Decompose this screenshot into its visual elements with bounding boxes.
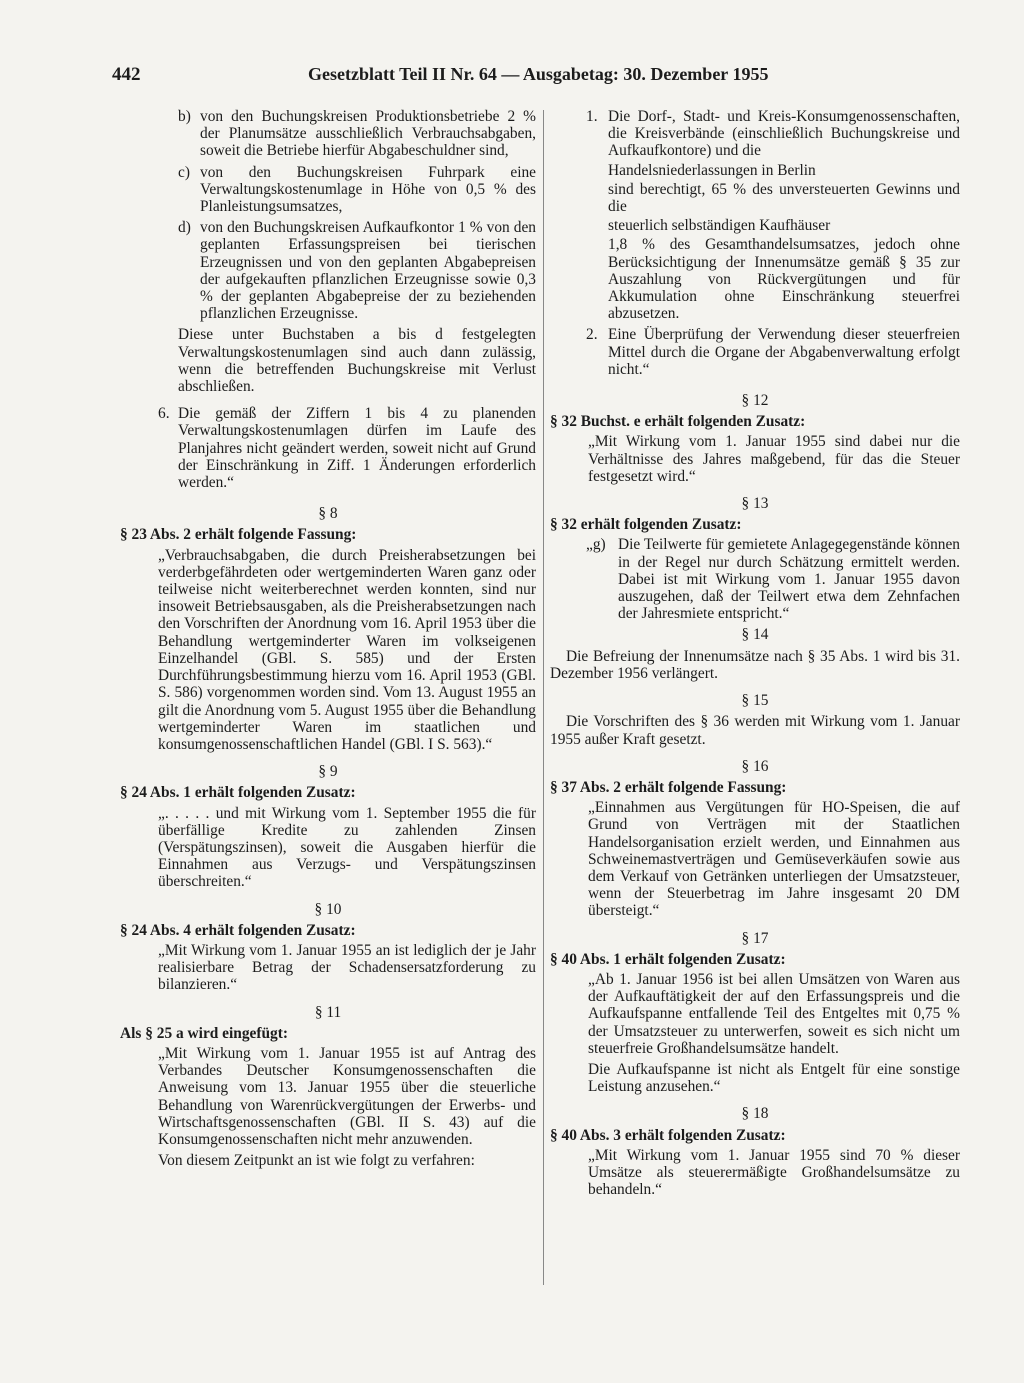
section-15-heading: § 15 [741,692,769,710]
section-15-text: Die Vorschriften des § 36 werden mit Wirkung vom 1. Januar 1955 außer Kraft gesetzt. [550,713,960,748]
section-13-lead: § 32 erhält folgenden Zusatz: [550,516,742,534]
right-column [550,108,960,1202]
section-18-heading: § 18 [741,1105,769,1123]
section-11-text: „Mit Wirkung vom 1. Januar 1955 ist auf Antrag des Verbandes Deutscher Konsumgenossenschaften die Anweisung vom 13. Januar 1955 über die steuerliche Behandlung von Warenrückvergütungen der Erwerbs- und Wirtschaftsgenossenschaften (GBl. II S. 43) auf die Konsumgenossenschaften nicht mehr anzuwenden. [158,1044,536,1148]
page-number: 442 [112,64,141,85]
section-12-heading: § 12 [741,392,769,410]
section-18-text: „Mit Wirkung vom 1. Januar 1955 sind 70 % dieser Umsätze als steuerermäßigte Großhandelsumsätze zu behandeln.“ [588,1146,960,1199]
section-10-text: „Mit Wirkung vom 1. Januar 1955 an ist lediglich der je Jahr realisierbare Betrag der Schadensersatzforderung zu bilanzieren.“ [158,941,536,994]
section-11-lead: Als § 25 a wird eingefügt: [120,1024,289,1042]
section-11-heading: § 11 [314,1003,342,1021]
section-17-text: „Ab 1. Januar 1956 ist bei allen Umsätzen von Waren aus der Aufkauftätigkeit der auf den Erfassungspreis und die Aufkaufspanne entfallende Teil des Entgeltes mit 0,75 % der Umsatzsteuer zu unterwerfen, soweit es sich nicht um steuerfreie Großhandelsumsätze handelt. [588,970,960,1057]
list-item-c: c) von den Buchungskreisen Fuhrpark eine Verwaltungskostenumlage in Höhe von 0,5 % des Planleistungsumsatzes, [178,163,536,216]
section-11-text-2: Von diesem Zeitpunkt an ist wie folgt zu verfahren: [158,1152,475,1170]
section-18-lead: § 40 Abs. 3 erhält folgenden Zusatz: [550,1126,786,1144]
section-9-text: „. . . . . und mit Wirkung vom 1. September 1955 die für überfällige Kredite zu zahlenden Zinsen (Verspätungszinsen), soweit die Ausgaben hierfür die Einnahmen aus Verzugs- und Verspätungszinsen überschreiten.“ [158,804,536,891]
section-16-text: „Einnahmen aus Vergütungen für HO-Speisen, die auf Grund von Verträgen mit der Staatlichen Handelsorganisation erzielt werden, und Einnahmen aus Schweinemastverträgen und Gemüseverkäufen sowie aus dem Verkauf von Getränken unterliegen der Umsatzsteuer, wenn der Steuerbetrag im Jahre insgesamt 20 DM übersteigt.“ [588,799,960,920]
column-divider [543,110,544,1285]
list-item-d: d) von den Buchungskreisen Aufkaufkontor 1 % von den geplanten Erfassungspreisen bei tierischen Erzeugnissen und von den geplanten Abgabepreisen der aufgekauften pflanzlichen Erzeugnisse sowie 0,3 % der geplanten Abgabepreise der zu beziehenden pflanzlichen Erzeugnisse. [178,219,536,323]
page-header [112,64,782,90]
list-item-6: 6. Die gemäß der Ziffern 1 bis 4 zu planenden Verwaltungskostenumlagen dürfen im Laufe des Planjahres nicht geändert werden, soweit nicht auf Grund der Einschränkung in Ziff. 1 Änderungen erforderlich werden.“ [158,405,536,492]
section-17-heading: § 17 [741,929,769,947]
section-8-lead: § 23 Abs. 2 erhält folgende Fassung: [120,526,357,544]
running-title: Gesetzblatt Teil II Nr. 64 — Ausgabetag: 30. Dezember 1955 [308,64,769,84]
paragraph-diese: Diese unter Buchstaben a bis d festgelegten Verwaltungskostenumlagen sind auch dann zulässig, wenn die betreffenden Buchungskreise mit Verlust abschließen. [178,326,536,396]
section-8-text: „Verbrauchsabgaben, die durch Preisherabsetzungen bei verderbgefährdeten oder wertgeminderten Waren ganz oder teilweise nicht weiterberechnet werden konnten, sind nur insoweit Betriebsausgaben, als die Preisherabsetzungen nach den Vorschriften der Anordnung vom 16. April 1953 über die Behandlung wertgeminderter Waren im volkseigenen Einzelhandel (GBl. S. 585) und der Ersten Durchführungsbestimmung hierzu vom 16. April 1953 (GBl. S. 586) vorgenommen worden sind. Vom 13. August 1955 an gilt die Anordnung vom 5. August 1955 über die Behandlung wertgeminderter Waren im staatlichen und konsumgenossenschaftlichen Handel (GBl. I S. 563).“ [158,546,536,753]
section-9-heading: § 9 [318,763,338,781]
section-16-heading: § 16 [741,757,769,775]
section-10-heading: § 10 [314,900,342,918]
section-8-heading: § 8 [318,505,338,523]
list-item-2: 2. Eine Überprüfung der Verwendung dieser steuerfreien Mittel durch die Organe der Abgabenverwaltung erfolgt nicht.“ [586,326,960,378]
section-14-text: Die Befreiung der Innenumsätze nach § 35 Abs. 1 wird bis 31. Dezember 1956 verlängert. [550,647,960,682]
section-17-lead: § 40 Abs. 1 erhält folgenden Zusatz: [550,950,786,968]
section-17-text-2: Die Aufkaufspanne ist nicht als Entgelt für eine sonstige Leistung anzusehen.“ [588,1060,960,1096]
section-10-lead: § 24 Abs. 4 erhält folgenden Zusatz: [120,921,356,939]
section-13-item-g: „g) Die Teilwerte für gemietete Anlagegegenstände können in der Regel nur durch Schätzung ermittelt werden. Dabei ist mit Wirkung vom 1. Januar 1955 davon auszugehen, daß der Teilwert etwa dem Zehnfachen der Jahresmiete entspricht.“ [586,536,960,623]
section-16-lead: § 37 Abs. 2 erhält folgende Fassung: [550,778,787,796]
left-column [120,108,536,1173]
section-12-lead: § 32 Buchst. e erhält folgenden Zusatz: [550,413,806,431]
list-item-b: b) von den Buchungskreisen Produktionsbetriebe 2 % der Planumsätze ausschließlich Verbrauchsabgaben, soweit die Betriebe hierfür Abgabeschuldner sind, [178,108,536,160]
section-9-lead: § 24 Abs. 1 erhält folgenden Zusatz: [120,784,356,802]
section-14-heading: § 14 [741,626,769,644]
section-12-text: „Mit Wirkung vom 1. Januar 1955 sind dabei nur die Verhältnisse des Jahres maßgebend, für das die Steuer festgesetzt wird.“ [588,433,960,485]
list-item-1: 1. Die Dorf-, Stadt- und Kreis-Konsumgenossenschaften, die Kreisverbände (einschließlich Buchungskreise und Aufkaufkontore) und die Handelsniederlassungen in Berlin sind berechtigt, 65 % des unversteuerten Gewinns und die steuerlich selbständigen Kaufhäuser 1,8 % des Gesamthandelsumsatzes, jedoch ohne Berücksichtigung der Innenumsätze gemäß § 35 zur Auszahlung von Rückvergütungen und für Akkumulation ohne Einschränkung steuerfrei abzusetzen. [586,108,960,323]
section-13-heading: § 13 [741,495,769,513]
